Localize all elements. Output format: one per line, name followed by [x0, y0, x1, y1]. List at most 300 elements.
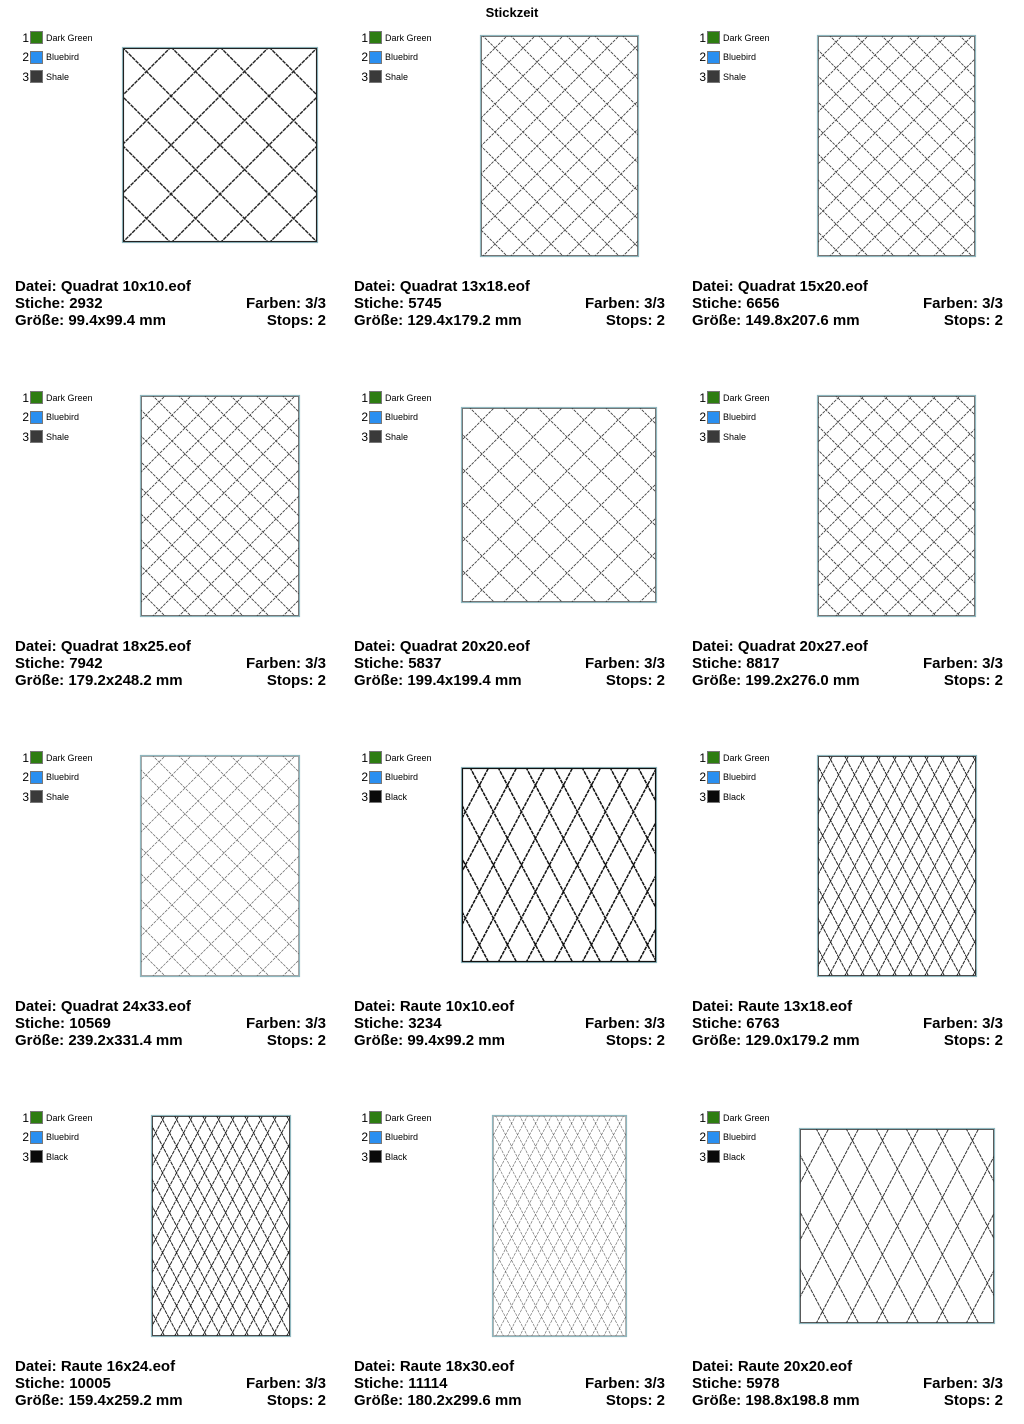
stitch-count: [692, 1375, 780, 1392]
stitch-line: [931, 395, 1024, 617]
color-count-value: 3/3: [305, 1375, 326, 1392]
design-size-label: Größe:: [692, 1392, 746, 1409]
stitch-count-value: 5978: [746, 1375, 780, 1392]
color-swatch: [30, 771, 43, 784]
design-size-value: 179.2x248.2 mm: [68, 672, 183, 689]
stitch-line: [955, 395, 1024, 617]
legend-item: [20, 388, 93, 408]
file-name-value: Quadrat 10x10.eof: [60, 278, 191, 295]
file-name: [692, 638, 868, 655]
legend-index: 1: [361, 750, 368, 765]
stop-count-label: Stops:: [266, 1032, 318, 1049]
legend-index: 2: [22, 50, 29, 65]
stop-count-value: 2: [994, 1032, 1003, 1049]
color-swatch: [707, 51, 720, 64]
design-size-value: 99.4x99.4 mm: [68, 312, 166, 329]
color-swatch: [369, 751, 382, 764]
color-count-value: 3/3: [644, 1015, 665, 1032]
color-swatch: [707, 391, 720, 404]
color-swatch: [707, 1131, 720, 1144]
design-info: [354, 278, 665, 329]
file-name: [692, 1358, 852, 1375]
color-swatch: [369, 391, 382, 404]
design-card: [692, 740, 1022, 1050]
stitch-count-label: Stiche:: [354, 1375, 409, 1392]
legend-index: 2: [361, 770, 368, 785]
stitch-line: [940, 755, 1024, 977]
thread-name: Dark Green: [46, 1112, 93, 1123]
stitch-count-value: 3234: [408, 1015, 442, 1032]
stitch-preview-svg: [461, 407, 657, 603]
stop-count-label: Stops:: [605, 312, 657, 329]
stop-count-value: 2: [656, 1392, 665, 1409]
design-outline: [142, 397, 299, 616]
color-count-label: Farben:: [245, 1015, 306, 1032]
stitch-line: [988, 755, 1024, 977]
stitch-line: [907, 395, 1024, 617]
stitch-line: [936, 1128, 1024, 1324]
stitch-line: [835, 395, 1024, 617]
design-size-label: Größe:: [692, 312, 746, 329]
stitch-line: [216, 1115, 333, 1337]
stitch-line: [924, 755, 1024, 977]
stitch-line: [979, 395, 1024, 617]
design-size-label: Größe:: [15, 1032, 69, 1049]
legend-index: 1: [699, 390, 706, 405]
stitch-line: [582, 767, 685, 963]
hoop-outline: [152, 1116, 291, 1337]
color-count-label: Farben:: [584, 1375, 645, 1392]
stitch-line: [959, 35, 1024, 257]
design-card: [15, 740, 345, 1050]
stop-count: [944, 1392, 1003, 1409]
design-card: [354, 20, 684, 330]
thread-color-legend: [359, 28, 432, 87]
design-preview: [799, 1128, 995, 1324]
stop-count-label: Stops:: [943, 1032, 995, 1049]
file-name: [354, 1358, 514, 1375]
design-preview: [492, 1115, 627, 1337]
legend-index: 1: [699, 30, 706, 45]
thread-color-legend: [359, 1108, 432, 1167]
design-info: [692, 638, 1003, 689]
thread-color-legend: [697, 388, 770, 447]
stop-count: [944, 312, 1003, 329]
stitch-line: [955, 395, 1024, 617]
design-info: [692, 998, 1003, 1049]
thread-name: Bluebird: [385, 52, 419, 63]
thread-color-legend: [20, 748, 93, 807]
stitch-preview-svg: [461, 767, 657, 963]
color-swatch: [369, 411, 382, 424]
thread-color-legend: [697, 28, 770, 87]
thread-name: Bluebird: [385, 772, 419, 783]
legend-item: [697, 48, 770, 68]
color-swatch: [707, 790, 720, 803]
thread-name: Bluebird: [46, 772, 80, 783]
design-preview: [122, 47, 318, 243]
thread-name: Bluebird: [385, 1132, 419, 1143]
stop-count-value: 2: [994, 672, 1003, 689]
stop-count-label: Stops:: [943, 312, 995, 329]
color-count-value: 3/3: [644, 1375, 665, 1392]
design-preview: [817, 35, 976, 257]
design-preview: [461, 767, 657, 963]
color-swatch: [707, 31, 720, 44]
file-name-value: Quadrat 20x27.eof: [737, 638, 868, 655]
stitch-preview-svg: [817, 755, 977, 977]
legend-index: 2: [699, 410, 706, 425]
stitch-line: [454, 35, 676, 257]
stitch-line: [244, 1115, 361, 1337]
stitch-count-value: 5745: [408, 295, 442, 312]
legend-item: [697, 768, 770, 788]
color-swatch: [707, 751, 720, 764]
stitch-count-label: Stiche:: [15, 1375, 70, 1392]
stop-count-value: 2: [317, 1032, 326, 1049]
hoop-outline: [141, 756, 300, 977]
file-name: [354, 278, 530, 295]
color-count-value: 3/3: [644, 655, 665, 672]
legend-item: [359, 67, 432, 87]
design-size-label: Größe:: [15, 672, 69, 689]
stitch-count-value: 10005: [69, 1375, 111, 1392]
stitch-line: [859, 395, 1024, 617]
design-size-label: Größe:: [354, 1392, 408, 1409]
design-size: [354, 1392, 522, 1409]
legend-index: 2: [699, 770, 706, 785]
stitch-line: [1003, 395, 1024, 617]
stitch-line: [985, 35, 1024, 257]
color-count-label: Farben:: [245, 1375, 306, 1392]
file-name-label: Datei:: [15, 638, 61, 655]
stitch-count-value: 10569: [69, 1015, 111, 1032]
legend-index: 3: [361, 429, 368, 444]
thread-name: Bluebird: [385, 412, 419, 423]
stitch-line: [1003, 395, 1024, 617]
design-size: [692, 312, 860, 329]
legend-item: [359, 48, 432, 68]
legend-item: [20, 28, 93, 48]
design-info: [354, 1358, 665, 1409]
thread-name: Bluebird: [46, 1132, 80, 1143]
legend-item: [359, 28, 432, 48]
design-card: [15, 380, 345, 690]
thread-name: Bluebird: [723, 1132, 757, 1143]
legend-item: [697, 67, 770, 87]
thread-name: Bluebird: [723, 772, 757, 783]
stitch-line: [1011, 35, 1024, 257]
design-size: [692, 1392, 860, 1409]
stitch-line: [931, 395, 1024, 617]
file-name-value: Quadrat 18x25.eof: [60, 638, 191, 655]
stitch-line: [244, 1115, 361, 1337]
file-name-label: Datei:: [15, 1358, 61, 1375]
design-size-value: 149.8x207.6 mm: [745, 312, 860, 329]
color-count-value: 3/3: [305, 655, 326, 672]
design-preview: [461, 407, 657, 603]
hoop-outline: [818, 36, 976, 257]
stitch-preview-svg: [151, 1115, 291, 1337]
file-name-label: Datei:: [692, 638, 738, 655]
stitch-count-label: Stiche:: [15, 655, 70, 672]
legend-item: [20, 748, 93, 768]
thread-name: Dark Green: [46, 752, 93, 763]
stitch-count-value: 5837: [408, 655, 442, 672]
thread-color-legend: [20, 388, 93, 447]
stitch-line: [829, 35, 1024, 257]
stop-count: [267, 672, 326, 689]
stitch-count-label: Stiche:: [354, 295, 409, 312]
design-card: [692, 380, 1022, 690]
file-name: [692, 998, 852, 1015]
color-swatch: [369, 31, 382, 44]
file-name-label: Datei:: [15, 278, 61, 295]
color-count: [246, 1015, 326, 1032]
color-count-label: Farben:: [922, 295, 983, 312]
file-name-label: Datei:: [354, 278, 400, 295]
legend-item: [697, 408, 770, 428]
thread-name: Black: [46, 1151, 69, 1162]
design-size: [354, 1032, 505, 1049]
stitch-line: [1020, 755, 1024, 977]
file-name: [354, 638, 530, 655]
color-swatch: [30, 751, 43, 764]
design-card: [692, 20, 1022, 330]
color-swatch: [30, 51, 43, 64]
legend-index: 2: [699, 50, 706, 65]
stitch-line: [959, 35, 1024, 257]
legend-item: [697, 1128, 770, 1148]
design-outline: [463, 409, 656, 602]
thread-name: Dark Green: [46, 392, 93, 403]
color-count: [923, 655, 1003, 672]
stitch-count-value: 11114: [408, 1375, 448, 1392]
thread-name: Dark Green: [723, 752, 770, 763]
legend-index: 3: [22, 429, 29, 444]
color-swatch: [369, 771, 382, 784]
design-size: [15, 672, 183, 689]
color-count-label: Farben:: [922, 655, 983, 672]
file-name-label: Datei:: [354, 1358, 400, 1375]
color-swatch: [30, 391, 43, 404]
color-count-value: 3/3: [644, 295, 665, 312]
stitch-count-value: 6656: [746, 295, 780, 312]
design-size-value: 199.4x199.4 mm: [407, 672, 522, 689]
stitch-count-label: Stiche:: [692, 1375, 747, 1392]
thread-name: Black: [385, 791, 408, 802]
thread-name: Dark Green: [385, 752, 432, 763]
color-swatch: [30, 411, 43, 424]
design-size: [15, 312, 166, 329]
file-name-value: Raute 10x10.eof: [399, 998, 515, 1015]
legend-item: [20, 408, 93, 428]
legend-item: [20, 67, 93, 87]
stitch-line: [881, 35, 1024, 257]
stop-count-label: Stops:: [266, 312, 318, 329]
stitch-line: [936, 1128, 1024, 1324]
design-size: [15, 1392, 183, 1409]
stitch-line: [979, 395, 1024, 617]
thread-name: Shale: [46, 71, 70, 82]
file-name: [15, 278, 191, 295]
stitch-line: [933, 35, 1024, 257]
color-swatch: [30, 790, 43, 803]
file-name-value: Raute 13x18.eof: [737, 998, 853, 1015]
stop-count: [606, 1392, 665, 1409]
stitch-count: [692, 1015, 780, 1032]
design-size-value: 180.2x299.6 mm: [407, 1392, 522, 1409]
color-count: [246, 655, 326, 672]
file-name-value: Raute 20x20.eof: [737, 1358, 853, 1375]
color-count-value: 3/3: [982, 655, 1003, 672]
stitch-line: [883, 395, 1024, 617]
stitch-count-label: Stiche:: [15, 1015, 70, 1032]
design-preview: [151, 1115, 291, 1337]
thread-name: Dark Green: [385, 1112, 432, 1123]
design-preview: [480, 35, 639, 257]
file-name-value: Quadrat 15x20.eof: [737, 278, 868, 295]
stitch-line: [1020, 755, 1024, 977]
color-count-label: Farben:: [245, 295, 306, 312]
thread-name: Dark Green: [723, 392, 770, 403]
stop-count: [606, 312, 665, 329]
legend-item: [359, 1128, 432, 1148]
design-size-label: Größe:: [15, 312, 69, 329]
color-swatch: [707, 1111, 720, 1124]
stop-count: [606, 672, 665, 689]
stitch-count-label: Stiche:: [15, 295, 70, 312]
file-name-value: Raute 18x30.eof: [399, 1358, 515, 1375]
legend-index: 1: [22, 390, 29, 405]
legend-index: 1: [22, 30, 29, 45]
design-size-value: 159.4x259.2 mm: [68, 1392, 183, 1409]
design-outline: [142, 757, 299, 976]
stop-count-value: 2: [656, 312, 665, 329]
design-size-value: 198.8x198.8 mm: [745, 1392, 860, 1409]
legend-item: [697, 388, 770, 408]
legend-item: [697, 28, 770, 48]
file-name-value: Quadrat 20x20.eof: [399, 638, 530, 655]
stitch-line: [835, 395, 1024, 617]
color-swatch: [369, 1150, 382, 1163]
stop-count-value: 2: [994, 312, 1003, 329]
color-count-value: 3/3: [305, 1015, 326, 1032]
legend-item: [697, 1147, 770, 1167]
stitch-line: [1004, 755, 1024, 977]
thread-name: Dark Green: [723, 1112, 770, 1123]
stitch-line: [924, 755, 1024, 977]
stitch-preview-svg: [799, 1128, 995, 1324]
color-count-label: Farben:: [584, 655, 645, 672]
legend-item: [359, 388, 432, 408]
legend-index: 1: [361, 390, 368, 405]
design-size: [354, 312, 522, 329]
stitch-line: [940, 755, 1024, 977]
stitch-count: [15, 295, 103, 312]
stitch-line: [829, 35, 1024, 257]
legend-index: 1: [699, 1110, 706, 1125]
stop-count-label: Stops:: [605, 672, 657, 689]
design-size-label: Größe:: [15, 1392, 69, 1409]
hoop-outline: [462, 408, 657, 603]
design-info: [354, 998, 665, 1049]
design-info: [692, 278, 1003, 329]
legend-index: 1: [361, 30, 368, 45]
design-size: [692, 1032, 860, 1049]
color-swatch: [369, 1131, 382, 1144]
stop-count: [267, 312, 326, 329]
file-name: [15, 638, 191, 655]
design-size-label: Größe:: [354, 672, 408, 689]
stop-count-value: 2: [656, 672, 665, 689]
color-swatch: [707, 430, 720, 443]
legend-item: [20, 1108, 93, 1128]
stitch-count: [354, 655, 442, 672]
stop-count: [944, 1032, 1003, 1049]
thread-name: Bluebird: [46, 412, 80, 423]
legend-index: 2: [361, 410, 368, 425]
stitch-preview-svg: [140, 755, 300, 977]
design-card: [354, 1100, 684, 1410]
file-name-label: Datei:: [354, 998, 400, 1015]
stop-count-value: 2: [317, 312, 326, 329]
stitch-line: [230, 1115, 347, 1337]
file-name: [15, 998, 191, 1015]
legend-index: 2: [22, 770, 29, 785]
stitch-line: [859, 395, 1024, 617]
design-preview: [817, 755, 977, 977]
file-name-label: Datei:: [15, 998, 61, 1015]
thread-name: Bluebird: [723, 412, 757, 423]
design-size-label: Größe:: [354, 1032, 408, 1049]
stitch-line: [1011, 35, 1024, 257]
design-outline: [819, 37, 975, 256]
legend-index: 3: [699, 789, 706, 804]
file-name-label: Datei:: [354, 638, 400, 655]
file-name-label: Datei:: [692, 278, 738, 295]
design-info: [15, 998, 326, 1049]
legend-item: [359, 748, 432, 768]
stop-count-label: Stops:: [605, 1392, 657, 1409]
design-size: [692, 672, 860, 689]
design-info: [692, 1358, 1003, 1409]
color-count: [585, 1015, 665, 1032]
hoop-outline: [141, 396, 300, 617]
color-count-label: Farben:: [922, 1375, 983, 1392]
stop-count-label: Stops:: [943, 1392, 995, 1409]
thread-name: Black: [723, 791, 746, 802]
stitch-preview-svg: [122, 47, 318, 243]
legend-item: [697, 1108, 770, 1128]
legend-item: [697, 787, 770, 807]
legend-index: 3: [699, 69, 706, 84]
legend-index: 2: [361, 1130, 368, 1145]
file-name: [692, 278, 868, 295]
design-card: [692, 1100, 1022, 1410]
design-size-value: 129.0x179.2 mm: [745, 1032, 860, 1049]
stop-count: [267, 1392, 326, 1409]
stitch-line: [996, 1128, 1024, 1324]
color-swatch: [369, 51, 382, 64]
stitch-count-value: 6763: [746, 1015, 780, 1032]
stitch-count-label: Stiche:: [692, 655, 747, 672]
design-info: [15, 278, 326, 329]
legend-item: [359, 427, 432, 447]
color-swatch: [369, 430, 382, 443]
stitch-line: [811, 395, 1024, 617]
stop-count-value: 2: [656, 1032, 665, 1049]
